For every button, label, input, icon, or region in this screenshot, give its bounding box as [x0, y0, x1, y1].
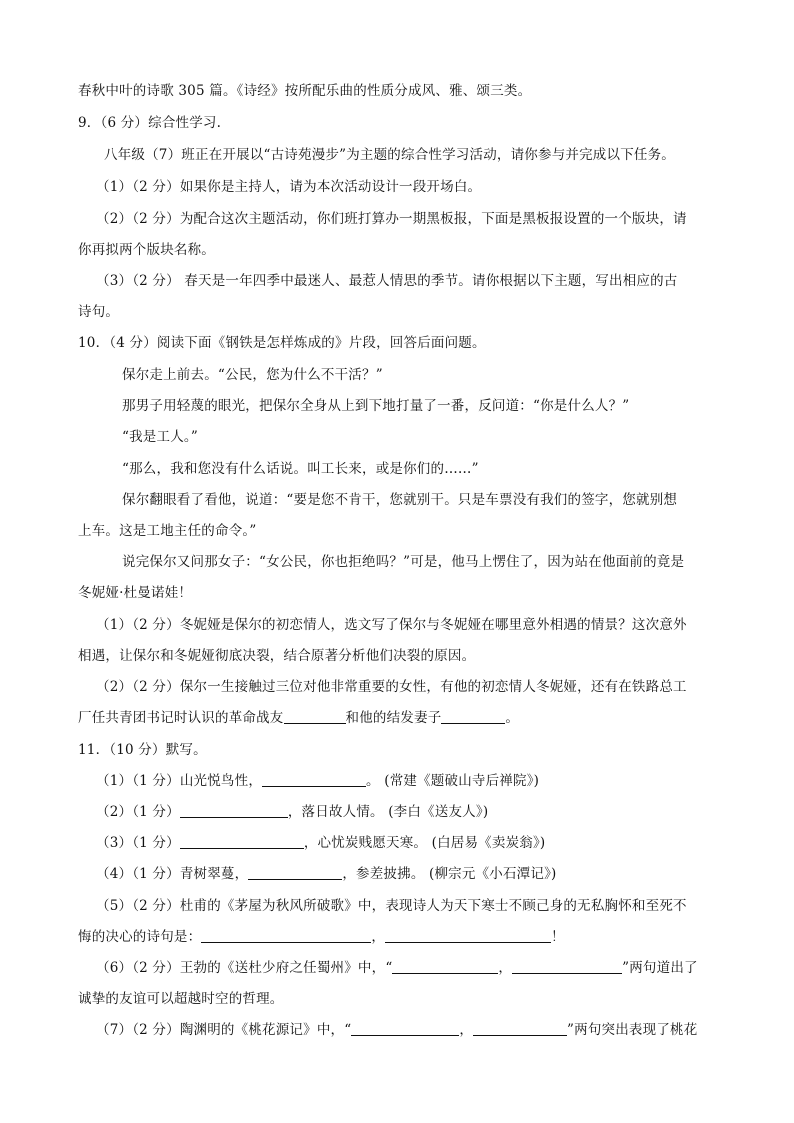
- answer-blank[interactable]: [512, 959, 622, 974]
- question-9-2-cont: 你再拟两个版块名称。: [78, 242, 215, 258]
- question-11-6-cont: 诚挚的友谊可以超越时空的哲理。: [78, 991, 284, 1007]
- answer-blank[interactable]: [351, 1021, 459, 1036]
- answer-blank[interactable]: [385, 928, 551, 943]
- question-9-2: （2）（2 分）为配合这次主题活动，你们班打算办一期黑板报，下面是黑板报设置的一个版块，请: [96, 211, 687, 227]
- answer-blank[interactable]: [473, 1021, 567, 1036]
- question-11-3: （3）（1 分） ，心忧炭贱愿天寒。 (白居易《卖炭翁》): [96, 835, 546, 851]
- answer-blank[interactable]: [180, 834, 304, 849]
- question-11-5-cont: 悔的决心的诗句是： ， ！: [78, 929, 565, 945]
- passage-paragraph: “那么，我和您没有什么话说。叫工长来，或是你们的……”: [122, 461, 479, 477]
- passage-paragraph: 那男子用轻蔑的眼光，把保尔全身从上到下地打量了一番，反问道：“你是什么人？”: [122, 398, 630, 414]
- question-9-intro: 八年级（7）班正在开展以“古诗苑漫步”为主题的综合性学习活动，请你参与并完成以下任务。: [104, 147, 675, 163]
- passage-paragraph: 说完保尔又问那女子：“女公民，你也拒绝吗？”可是，他马上愣住了，因为站在他面前的竟是: [122, 554, 685, 570]
- question-11-5: （5）（2 分）杜甫的《茅屋为秋风所破歌》中，表现诗人为天下寒士不顾己身的无私胸怀和至死不: [96, 898, 687, 914]
- answer-blank[interactable]: [201, 928, 371, 943]
- question-11-7: （7）（2 分）陶渊明的《桃花源记》中，“ ， ”两句突出表现了桃花: [96, 1022, 698, 1038]
- passage-paragraph-cont: 冬妮娅·杜曼诺娃！: [78, 585, 193, 601]
- answer-blank[interactable]: [180, 803, 288, 818]
- answer-blank[interactable]: [248, 865, 342, 880]
- answer-blank[interactable]: [262, 772, 366, 787]
- question-9-1: （1）（2 分）如果你是主持人，请为本次活动设计一段开场白。: [96, 179, 482, 195]
- passage-paragraph: 保尔走上前去。“公民，您为什么不干活？”: [122, 367, 383, 383]
- question-10-1: （1）（2 分）冬妮娅是保尔的初恋情人，选文写了保尔与冬妮娅在哪里意外相遇的情景？这次意外: [96, 617, 687, 633]
- question-11-1: （1）（1 分）山光悦鸟性， 。 (常建《题破山寺后禅院》): [96, 773, 540, 789]
- question-11-2: （2）（1 分） ，落日故人情。 (李白《送友人》): [96, 804, 489, 820]
- passage-paragraph-cont: 上车。这是工地主任的命令。”: [78, 523, 257, 539]
- question-10-2-cont: 厂任共青团书记时认识的革命战友 和他的结发妻子 。: [78, 710, 520, 726]
- text-line: 春秋中叶的诗歌 305 篇。《诗经》按所配乐曲的性质分成风、雅、颂三类。: [78, 83, 532, 99]
- answer-blank[interactable]: [441, 709, 505, 724]
- passage-paragraph: 保尔翻眼看了看他，说道：“要是您不肯干，您就别干。只是车票没有我们的签字，您就别想: [122, 492, 678, 508]
- question-10-1-cont: 相遇，让保尔和冬妮娅彻底决裂，结合原著分析他们决裂的原因。: [78, 648, 476, 664]
- question-10-heading: 10．（4 分）阅读下面《钢铁是怎样炼成的》片段，回答后面问题。: [78, 335, 486, 351]
- question-9-heading: 9．（6 分）综合性学习.: [78, 115, 222, 131]
- question-9-3: （3）（2 分） 春天是一年四季中最迷人、最惹人情思的季节。请你根据以下主题，写出相应的古: [96, 273, 678, 289]
- answer-blank[interactable]: [284, 709, 346, 724]
- question-11-4: （4）（1 分）青树翠蔓， ，参差披拂。 (柳宗元《小石潭记》): [96, 866, 557, 882]
- question-11-heading: 11．（10 分）默写。: [78, 742, 207, 758]
- question-10-2: （2）（2 分）保尔一生接触过三位对他非常重要的女性，有他的初恋情人冬妮娅，还有在铁路总工: [96, 679, 687, 695]
- passage-paragraph: “我是工人。”: [122, 429, 198, 445]
- question-9-3-cont: 诗句。: [78, 304, 120, 320]
- answer-blank[interactable]: [392, 959, 498, 974]
- question-11-6: （6）（2 分）王勃的《送杜少府之任蜀州》中，“ ， ”两句道出了: [96, 960, 698, 976]
